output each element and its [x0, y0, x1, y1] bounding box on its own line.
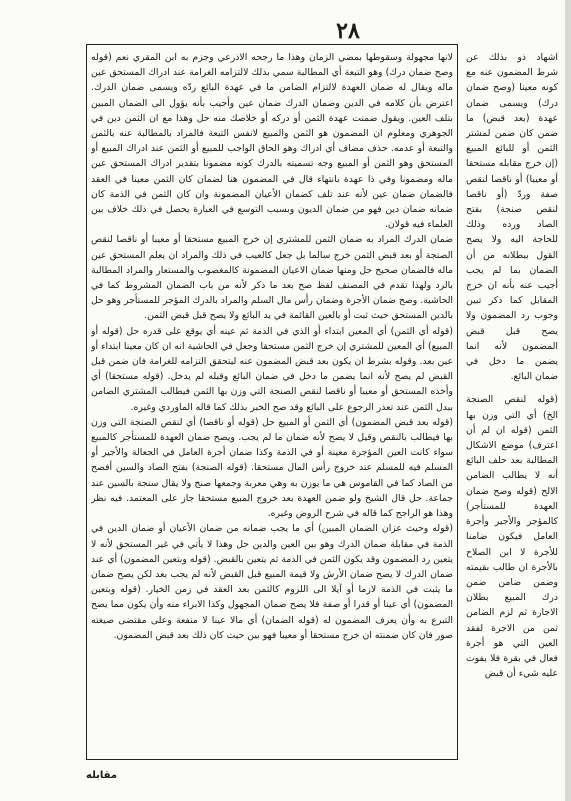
page-number: ٢٨ [336, 18, 360, 44]
main-paragraph: (قوله بعد قبض المضمون) أي الثمن أو المبيع حل (قوله أو ناقصا) أي لنقص الصنجة التي وزن بها فيطالب بالنقص وقيل لا يصح لأنه ضمان ما لم يجب. ويصح ضمان العهدة للمستأجر كالمبيع سواء كانت العين المؤجرة معينة أو في الذمة وكذا ضمان أجرة العامل في الجعالة والأجير أو المسلم فيه للمسلم عند خروج رأس المال مستحقا. (قوله الصنجة) بفتح الصاد والسين أفصح من الصاد كما في القاموس هي ما يوزن به وهي معربة وجمعها صنج ولا يقال سنجة بالسين عند جماعة. حل قال الشيخ ولو ضمن العهدة بعد خروج المبيع مستحقا جاز على المعتمد. فيه نظر وهذا هو الراجح كما قاله في شرح الروض وغيره. [91, 416, 453, 520]
margin-paragraph: اشهاد ذو بذلك عن شرط المضمون عنه مع كونه معينا (وصح ضمان درك) ويسمى ضمان عهدة (بعد قبض) ما ضمن كان ضمن لمشتر الثمن أو للبائع المبيع (إن خرج مقابله مستحقا أو معيبا) أو ناقصا لنقص صفة وردّ (أو ناقصا لنقص صنجة) بفتح الصاد ورده وذلك للحاجة اليه ولا يصح القول ببطلانه من أن الضمان بما لم يجب أجيب عنه بأنه ان خرج المقابل كما ذكر تبين وجوب رد المضمون ولا يصح قبل قبض المضمون لأنه انما يضمن ما دخل في ضمان البائع. [466, 52, 558, 383]
main-paragraph: (قوله وحيث عزان الضمان المبين) أي ما يجب ضمانه من ضمان الأعيان أو ضمان الدين في الذمة في مقابلة ضمان الدرك وهو بين العين والدين حل وهذا لا يأتي في غير المستحق لأنه لا يتعين رد المضمون وقد يكون الثمن في الذمة ثم يتعين بالقبض. (قوله وبتعين المضمون) أي عند ضمان الدرك لا يصح ضمان الأرش ولا قيمة المبيع قبل القبض لأنه لم يجب بعد لكن يصح ضمان ما يثبت في الذمة لازما أو آيلا الى اللزوم كالثمن بعد العقد في زمن الخيار. (قوله وبتعين المضمون) أي عينا أو قدرا أو صفة فلا يصح ضمان المجهول وكذا الابراء منه وأن يكون مما يصح التبرع به وأن يعرف المضمون له (قوله الضمان) أي مالا عينا لا منفعة وعلى مقتضى صيغته صور فان كان ضمنته ان خرج مستحقا أو معيبا فهو بين حيث كان ذلك بعد قبض المضمون. [91, 523, 453, 641]
main-text-column [91, 50, 453, 756]
margin-paragraph: (قوله لنقص الصنجة الخ) أي التي وزن بها الثمن (قوله ان لم أن اعترف) موضع الاشكال المطالبة بعد حلف البائع أنه لا يطالب الضامن الالح (قوله وصح ضمان العهدة للمستأجر) كالمؤجر والأجير وأجرة العامل فيكون ضامنا للأجرة لا ابن الصلاح بالأجرة ان طالب بقيمته وضمن ضامن ضمن درك المبيع بطلان الاجارة ثم لزم الضامن ثمن من الاجرة لفقد العين التي هو أجرة فعال في بقرة فلا يفوت عليه شيء أن قبض [466, 394, 558, 680]
main-paragraph: ضمان الدرك المراد به ضمان الثمن للمشتري إن خرج المبيع مستحقا أو معيبا أو ناقصا لنقص الصنجة أو بعد قبض الثمن خرج سالما بل جعل كالعيب في ذلك والمراد ان يعلم المستحق عين ماله فالضمان صحيح حل ومنها ضمان الاعيان المضمونة كالمغصوب والمستعار والمراد المطالبة بالرد ولهذا تقدم في المصنف لفظ صح بعد ما ذكر لأنه من باب الضمان المشروط كما في الحاشية. وصح ضمان الأجرة وضمان رأس مال السلم والمراد بالدرك المؤجر للمستأجر وهو حل بالدين المستحق حيث ثبت أو بالعين القائمة في يد البائع ولا يصح قبل قبض الثمن. [91, 234, 453, 322]
main-paragraph: (قوله أي الثمن) أي المعين ابتداء أو الذي في الذمة ثم عينه أي يوقع على قدره حل (قوله أو المبيع) أي المعين للمشتري إن خرج الثمن مستحقا وجعل في الحاشية انه ان كان معينا ابتداء أو عين بعد. وقوله بشرط ان يكون بعد قبض المضمون عنه ليتحقق التزامه للغرامة فان ضمن قبل القبض لم يصح لأنه انما يضمن ما دخل في ضمان البائع وقبله لم يدخل. (قوله مستحقا) أي وأخذه المستحق أو معيبا أو ناقصا لنقص الصنجة التي وزن بها الثمن فيطالب المشتري الضامن ببدل الثمن عند تعذر الرجوع على البائع وقد صح الخبر بذلك كما قاله الماوردي وغيره. [91, 325, 453, 413]
page-edge-shadow [565, 0, 571, 801]
margin-commentary-column [466, 50, 558, 758]
main-paragraph: لانها مجهولة وسقوطها بمضي الزمان وهذا ما رجحه الاذرعي وجزم به ابن المقري نعم (قوله وصح ضمان درك) وهو التبعة أي المطالبة سمي بذلك لالتزامه الغرامة عند ادراك المستحق عين ماله ويقال له ضمان العهدة لالتزام الضامن ما في عهدة البائع ردّه ويسمى ضمان الدرك. اعترض بأن كلامه في الدين وضمان الدرك ضمان عين وأجيب بأنه يؤول الى الضمان المبين بتلف العين. ويقول ضمنت عهدة الثمن أو دركه أو خلاصك منه حل وهذا مع ان الثمن دين في الجوهري ومعلوم ان المضمون هو الثمن والمبيع لانفس التبعة فالمراد بالمطالبة عنه بالثمن والتبعة أو عدمه. حذف مضاف أي ادراك وهو الحاق الواجب للمبيع أو الثمن عند ادراك المبيع أو المستحق وهو الثمن أو المبيع وجه تسميته بالدرك كونه مضمونا بتقدير ادراك المستحق عين ماله ومضمونا وفي ذا عهدة بانتهاء قال في المضمون هنا لضمان كان الثمن معينا في العقد فالضمان ضمان عين لأنه عند تلف كضمان الأعيان المضمونة وان كان الثمن في الذمة كان ضمانه ضمان دين فهو من ضمان الديون وبسبب التوسع في العبارة يحصل في ذلك خلاف بين العلماء فيه قولان. [91, 52, 453, 231]
catchword: مقابله [86, 770, 118, 781]
